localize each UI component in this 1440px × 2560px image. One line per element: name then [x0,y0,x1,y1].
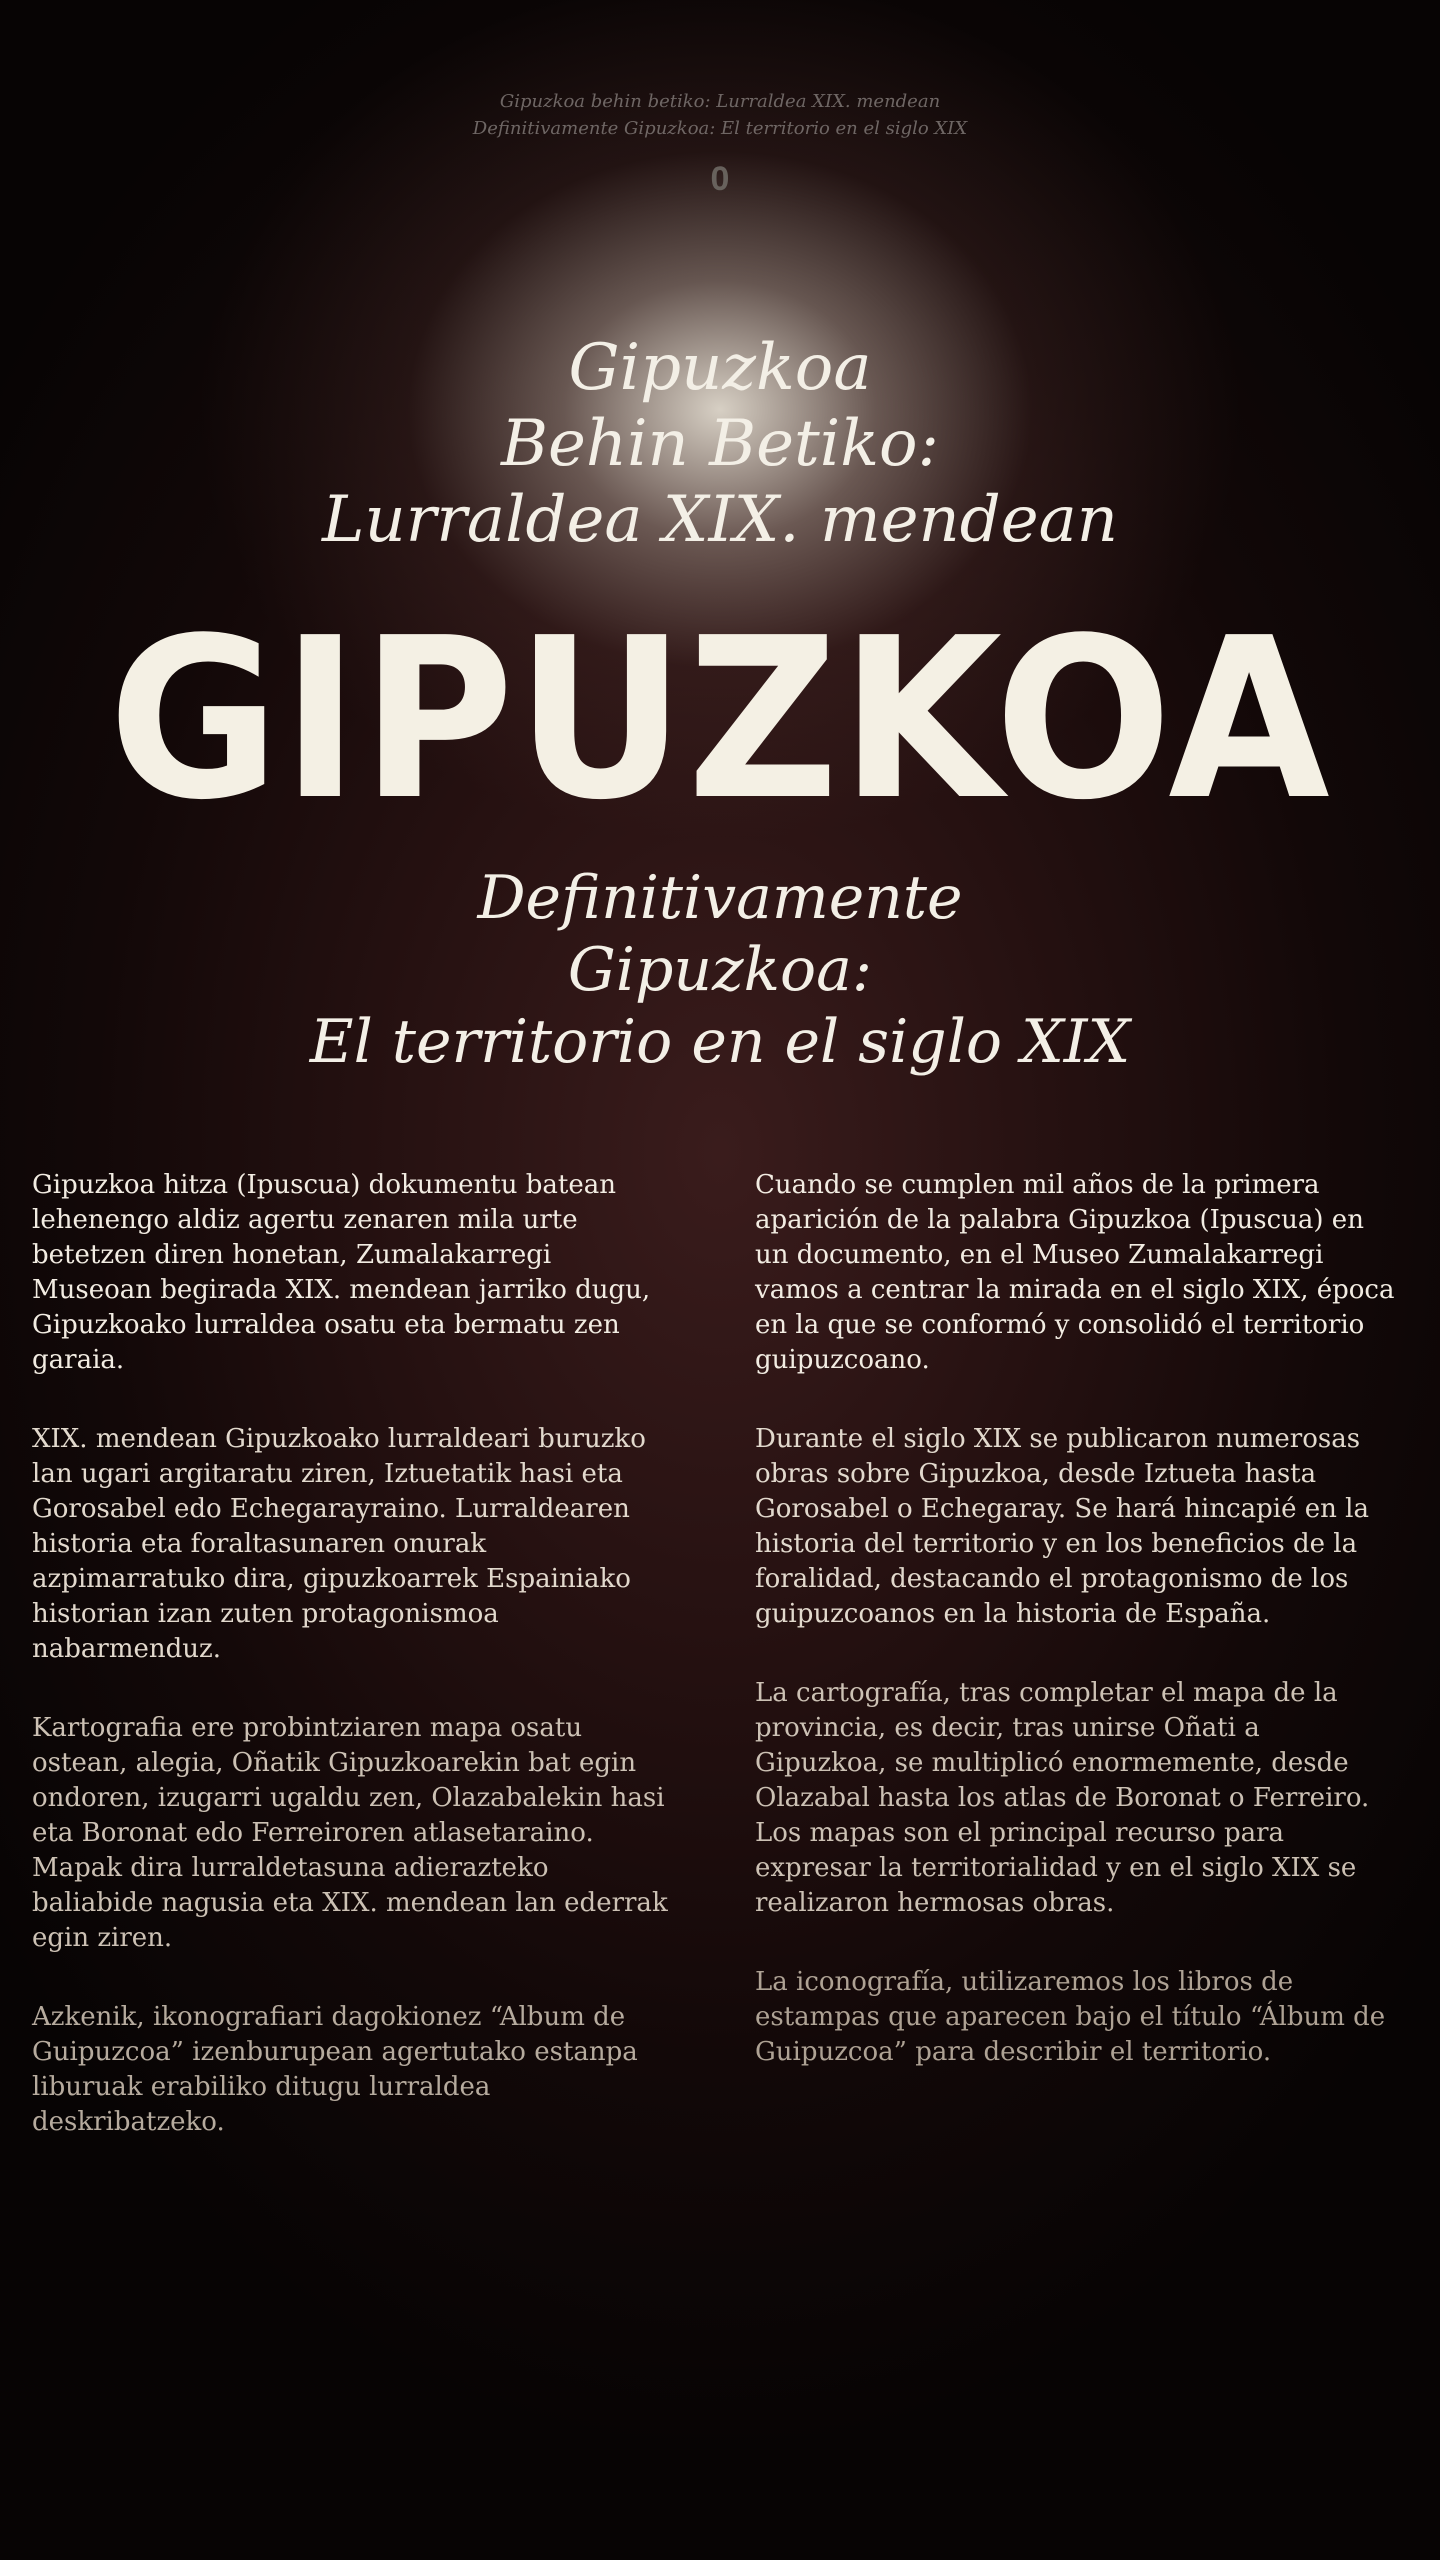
spanish-paragraph-4: La iconografía, utilizaremos los libros de estampas que aparecen bajo el título “Álbum de Guipuzcoa” para describir el territorio. [755,1967,1386,2067]
basque-paragraph-4: Azkenik, ikonografiari dagokionez “Album de Guipuzcoa” izenburupean agertutako estanpa liburuak erabiliko ditugu lurraldea deskribatzeko. [32,2002,638,2137]
basque-paragraph-3: Kartografia ere probintziaren mapa osatu ostean, alegia, Oñatik Gipuzkoarekin bat egin ondoren, izugarri ugaldu zen, Olazabalekin hasi eta Boronat edo Ferreiroren atlasetaraino. Mapak dira lurraldetasuna adierazteko baliabide nagusia eta XIX. mendean lan ederrak egin ziren. [32,1713,668,1953]
main-title: GIPUZKOA [108,591,1332,849]
panel-header [0,88,1440,142]
basque-title-line-2: Behin Betiko: [500,407,940,481]
basque-title [0,330,1440,558]
spanish-title-line-2: Gipuzkoa: [567,935,873,1005]
basque-text-column [32,1168,672,2184]
basque-paragraph-2: XIX. mendean Gipuzkoako lurraldeari buruzko lan ugari argitaratu ziren, Iztuetatik hasi eta Gorosabel edo Echegarayraino. Lurraldearen historia eta foraltasunaren onurak azpimarratuko dira, gipuzkoarrek Espainiako historian izan zuten protagonismoa nabarmenduz. [32,1424,646,1664]
spanish-title-line-3: El territorio en el siglo XIX [309,1007,1131,1077]
basque-title-line-1: Gipuzkoa [568,331,872,405]
basque-paragraph-1: Gipuzkoa hitza (Ipuscua) dokumentu batean lehenengo aldiz agertu zenaren mila urte betetzen diren honetan, Zumalakarregi Museoan begirada XIX. mendean jarriko dugu, Gipuzkoako lurraldea osatu eta bermatu zen garaia. [32,1170,651,1375]
header-line-basque: Gipuzkoa behin betiko: Lurraldea XIX. mendean [499,91,941,112]
spanish-text-column [755,1168,1395,2114]
spanish-title-line-1: Definitivamente [477,863,963,933]
spanish-title [0,862,1440,1078]
header-line-spanish: Definitivamente Gipuzkoa: El territorio en el siglo XIX [472,118,968,139]
basque-title-line-3: Lurraldea XIX. mendean [322,483,1118,557]
page-number: 0 [710,160,730,198]
spanish-paragraph-1: Cuando se cumplen mil años de la primera aparición de la palabra Gipuzkoa (Ipuscua) en un documento, en el Museo Zumalakarregi vamos a centrar la mirada en el siglo XIX, época en la que se conformó y consolidó el territorio guipuzcoano. [755,1170,1395,1375]
spanish-paragraph-3: La cartografía, tras completar el mapa de la provincia, es decir, tras unirse Oñati a Gipuzkoa, se multiplicó enormemente, desde Olazabal hasta los atlas de Boronat o Ferreiro. Los mapas son el principal recurso para expresar la territorialidad y en el siglo XIX se realizaron hermosas obras. [755,1678,1370,1918]
spanish-paragraph-2: Durante el siglo XIX se publicaron numerosas obras sobre Gipuzkoa, desde Iztueta hasta Gorosabel o Echegaray. Se hará hincapié en la historia del territorio y en los beneficios de la foralidad, destacando el protagonismo de los guipuzcoanos en la historia de España. [755,1424,1369,1629]
